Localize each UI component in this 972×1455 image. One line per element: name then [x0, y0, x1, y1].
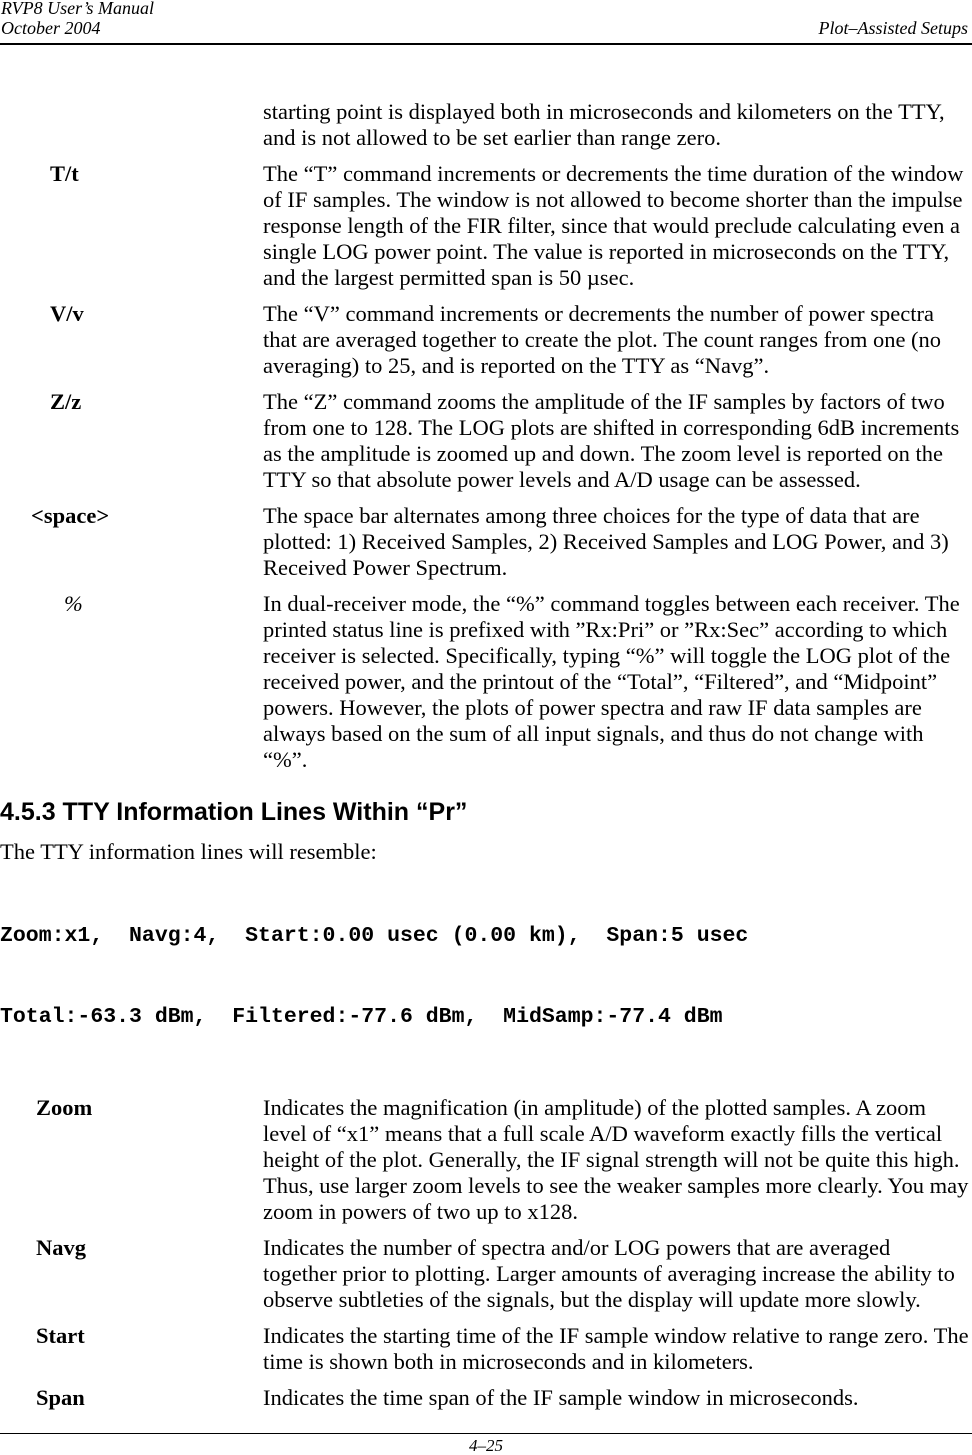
command-term: V/v: [50, 301, 84, 326]
page-header: [0, 0, 972, 46]
tty-line: Total:-63.3 dBm, Filtered:-77.6 dBm, MidSamp:-77.4 dBm: [0, 1005, 723, 1029]
command-description: The “Z” command zooms the amplitude of the IF samples by factors of two from one to 128. The LOG plots are shifted in corresponding 6dB increments as the amplitude is zoomed up and down. The zoom level is reported on the TTY so that absolute power levels and A/D usage can be assessed.: [263, 389, 960, 492]
header-rule: [0, 43, 972, 45]
field-entry-zoom: [0, 1095, 972, 1225]
manual-title: RVP8 User’s Manual: [1, 0, 154, 18]
section-heading: 4.5.3 TTY Information Lines Within “Pr”: [0, 798, 468, 826]
field-entry-navg: [0, 1235, 972, 1313]
command-term: Z/z: [50, 389, 82, 414]
tty-line: Zoom:x1, Navg:4, Start:0.00 usec (0.00 km), Span:5 usec: [0, 924, 749, 948]
command-entry-percent: [0, 591, 972, 773]
chapter-title: Plot–Assisted Setups: [818, 18, 968, 38]
field-term: Zoom: [36, 1095, 93, 1120]
command-description: The “V” command increments or decrements the number of power spectra that are averaged together to create the plot. The count ranges from one (no averaging) to 25, and is reported on the TTY as “Navg”.: [263, 301, 942, 378]
field-entry-start: [0, 1323, 972, 1375]
continuation-paragraph: starting point is displayed both in microseconds and kilometers on the TTY, and is not allowed to be set earlier than range zero.: [263, 99, 945, 150]
command-entry-space: [0, 503, 972, 581]
field-term: Span: [36, 1385, 85, 1410]
field-description: Indicates the magnification (in amplitude) of the plotted samples. A zoom level of “x1” means that a full scale A/D waveform exactly fills the vertical height of the plot. Generally, the IF signal strength will not be quite this high. Thus, use larger zoom levels to see the weaker samples more clearly. You may zoom in powers of two up to x128.: [263, 1095, 969, 1224]
command-entry-t: [0, 161, 972, 291]
manual-date: October 2004: [1, 18, 101, 38]
command-description: The space bar alternates among three choices for the type of data that are plotted: 1) Received Samples, 2) Received Samples and LOG Power, and 3) Received Power Spectrum.: [263, 503, 949, 580]
field-description: Indicates the starting time of the IF sample window relative to range zero. The time is shown both in microseconds and in kilometers.: [263, 1323, 969, 1374]
command-term: %: [64, 591, 83, 616]
command-description: The “T” command increments or decrements the time duration of the window of IF samples. The window is not allowed to become shorter than the impulse response length of the FIR filter, since that would preclude calculating even a single LOG power point. The value is reported in microseconds on the TTY, and the largest permitted span is 50 µsec.: [263, 161, 964, 290]
tty-sample-block: [0, 869, 972, 1085]
section-intro: The TTY information lines will resemble:: [0, 839, 377, 864]
footer-rule: [0, 1433, 972, 1434]
command-entry-v: [0, 301, 972, 379]
command-description: In dual-receiver mode, the “%” command toggles between each receiver. The printed status line is prefixed with ”Rx:Pri” or ”Rx:Sec” according to which receiver is selected. Specifically, typing “%” will toggle the LOG plot of the received power, and the printout of the “Total”, “Filtered”, and “Midpoint” powers. However, the plots of power spectra and raw IF data samples are always based on the sum of all input signals, and thus do not change with “%”.: [263, 591, 960, 772]
command-entry-z: [0, 389, 972, 493]
page-number: 4–25: [469, 1436, 503, 1455]
field-term: Start: [36, 1323, 85, 1348]
command-term: <space>: [31, 503, 110, 528]
field-term: Navg: [36, 1235, 86, 1260]
field-description: Indicates the time span of the IF sample window in microseconds.: [263, 1385, 859, 1410]
command-term: T/t: [50, 161, 79, 186]
field-description: Indicates the number of spectra and/or LOG powers that are averaged together prior to plotting. Larger amounts of averaging increase the ability to observe subtleties of the signals, but the display will update more slowly.: [263, 1235, 955, 1312]
page-body: [0, 99, 972, 1411]
field-entry-span: [0, 1385, 972, 1411]
